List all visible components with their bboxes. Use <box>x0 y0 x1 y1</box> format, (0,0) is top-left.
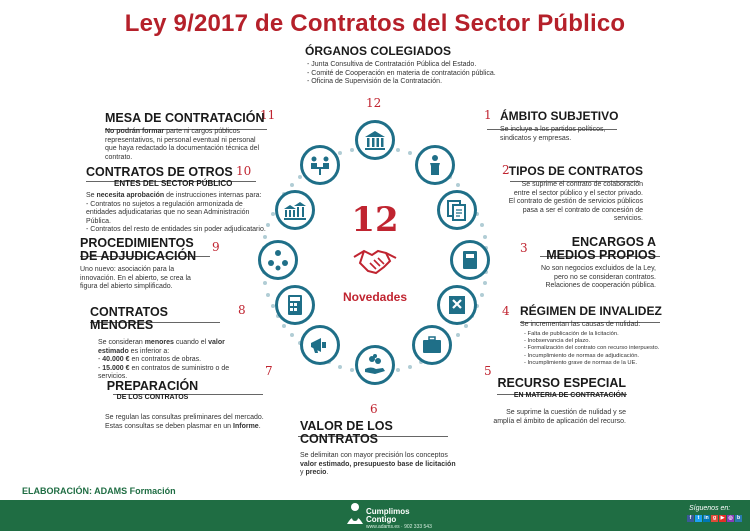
ring-dot <box>263 281 267 285</box>
section-text <box>105 414 270 431</box>
calculator-icon <box>283 293 307 317</box>
section-title: CONTRATOS DE OTROS <box>86 165 233 179</box>
bold-text: Informe <box>233 422 259 430</box>
people-network-icon <box>266 248 290 272</box>
section-organos-colegiados <box>305 45 505 87</box>
recurso-especial-circle <box>412 325 452 365</box>
ambito-subjetivo-circle <box>415 145 455 185</box>
text: en contratos de obras. <box>129 356 202 364</box>
text: . <box>326 469 329 477</box>
building-icon <box>363 128 387 152</box>
ring-dot <box>290 183 294 187</box>
list-item: - Contratos no sujetos a regulación armonizada de entidades adjudicatarias que no sean Administración Pública. <box>86 201 266 227</box>
slogan-line: Cumplimos <box>366 507 410 516</box>
text: y <box>300 469 306 477</box>
section-subtitle: ENTES DEL SECTOR PÚBLICO <box>114 179 233 188</box>
ring-dot <box>396 148 400 152</box>
section-contratos-otros-entes <box>86 166 266 235</box>
section-text <box>86 192 266 201</box>
section-subtitle: EN MATERIA DE CONTRATACIÓN <box>513 392 626 399</box>
section-text: Se incluye a los partidos políticos, sindicatos y empresas. <box>500 126 606 142</box>
list-item: - Incumplimiento grave de normas de la UE. <box>524 360 665 367</box>
section-mesa-contratacion <box>105 112 265 162</box>
section-title: ÓRGANOS COLEGIADOS <box>305 44 452 58</box>
slogan-line: Contigo <box>366 515 397 524</box>
bold-text: valor estimado <box>98 339 225 355</box>
elaboracion-credit: ELABORACIÓN: ADAMS Formación <box>22 486 176 496</box>
section-title-2: DE ADJUDICACIÓN <box>80 249 197 263</box>
bold-text: necesita aprobación <box>96 192 165 199</box>
footer-slogan <box>366 508 410 524</box>
list-item: - Formalización del contrato con recurso interpuesto. <box>524 345 665 352</box>
ring-dot <box>456 183 460 187</box>
blog-icon[interactable]: b <box>736 515 741 521</box>
section-contratos-menores <box>90 306 230 382</box>
section-number: 9 <box>212 240 220 254</box>
text: en contratos de suministro o de servicios. <box>98 364 230 381</box>
section-title: MESA DE CONTRATACIÓN <box>105 111 265 125</box>
section-number: 4 <box>502 304 510 318</box>
text: Se consideran <box>98 339 145 346</box>
ring-dot <box>350 148 354 152</box>
section-number: 8 <box>238 303 246 317</box>
handshake-icon <box>352 245 398 275</box>
section-tipos-contratos <box>508 165 643 224</box>
ring-dot <box>263 235 267 239</box>
text: . <box>258 422 261 430</box>
ring-dot <box>464 324 468 328</box>
ring-dot <box>282 324 286 328</box>
section-number: 5 <box>484 364 492 378</box>
section-title: RECURSO ESPECIAL <box>497 376 626 390</box>
ring-dot <box>480 293 484 297</box>
contratos-menores-circle <box>275 285 315 325</box>
ring-dot <box>271 212 275 216</box>
text: Se <box>86 192 97 199</box>
ring-dot <box>350 368 354 372</box>
list-item <box>98 365 230 382</box>
ring-dot <box>396 368 400 372</box>
list-item: - Falta de publicación de la licitación. <box>524 331 665 338</box>
regimen-invalidez-circle <box>437 285 477 325</box>
organos-colegiados-circle <box>355 120 395 160</box>
section-text <box>105 128 265 162</box>
text: de instrucciones internas para: <box>164 192 262 199</box>
briefcase-icon <box>420 333 444 357</box>
ring-dot <box>338 365 342 369</box>
ring-dot <box>290 333 294 337</box>
list-item: - Junta Consultiva de Contratación Pública del Estado. <box>307 61 505 70</box>
section-title: TIPOS DE CONTRATOS <box>508 164 643 178</box>
follow-us-label: Síguenos en: <box>689 505 731 512</box>
section-intro: Se incrementan las causas de nulidad: <box>520 321 641 328</box>
list-item: - Incumplimiento de normas de adjudicación. <box>524 353 665 360</box>
ring-dot <box>480 223 484 227</box>
facebook-icon[interactable]: f <box>687 515 694 522</box>
section-number: 12 <box>366 96 382 110</box>
section-title-2: MEDIOS PROPIOS <box>546 248 656 262</box>
bold-text: 15.000 € <box>102 364 130 372</box>
section-subtitle: DE LOS CONTRATOS <box>116 394 189 401</box>
section-number: 10 <box>236 164 252 178</box>
section-number: 7 <box>265 364 273 378</box>
section-ambito-subjetivo <box>500 110 630 143</box>
ring-dot <box>298 175 302 179</box>
text: Se regulan las consultas preliminares del mercado. Estas consultas se deben plasmar en un <box>105 414 264 430</box>
footer-contact: www.adams.es · 902 333 543 <box>366 524 432 530</box>
meeting-icon <box>308 153 332 177</box>
section-text: Uno nuevo: asociación para la innovación. En el abierto, se crea la figura del abierto simplificado. <box>80 266 191 291</box>
valor-contratos-circle <box>355 345 395 385</box>
book-icon <box>458 248 482 272</box>
section-number: 1 <box>484 108 492 122</box>
section-title: VALOR DE LOS CONTRATOS <box>300 419 393 446</box>
section-preparacion-contratos <box>105 380 270 431</box>
instagram-icon[interactable]: ◎ <box>728 515 733 521</box>
documents-icon <box>445 198 469 222</box>
section-text: No son negocios excluidos de la Ley, pero no se consideran contratos. Relaciones de cooperación pública. <box>540 265 656 290</box>
otros-entes-circle <box>275 190 315 230</box>
text: parte ni cargos públicos representativos, ni personal eventual ni personal que haya redactado la documentación técnica del contrato. <box>105 128 260 161</box>
ring-dot <box>408 151 412 155</box>
section-procedimientos-adjudicacion <box>80 237 210 292</box>
section-title: RÉGIMEN DE INVALIDEZ <box>520 304 662 318</box>
ring-dot <box>483 281 487 285</box>
section-number: 11 <box>260 108 276 122</box>
megaphone-icon <box>308 333 332 357</box>
twitter-icon[interactable]: t <box>695 515 702 522</box>
ring-dot <box>266 293 270 297</box>
mesa-contratacion-circle <box>300 145 340 185</box>
encargos-circle <box>450 240 490 280</box>
section-number: 2 <box>502 163 510 177</box>
section-title: CONTRATOS MENORES <box>90 305 169 332</box>
ring-dot <box>456 333 460 337</box>
bold-text: No podrán formar <box>105 128 165 135</box>
page-title: Ley 9/2017 de Contratos del Sector Público <box>124 10 626 37</box>
text: cuando el <box>173 339 209 346</box>
section-number: 6 <box>370 402 378 416</box>
section-recurso-especial <box>490 377 626 426</box>
preparacion-circle <box>300 325 340 365</box>
section-title: PROCEDIMIENTOS <box>80 236 194 250</box>
list-item: - Oficina de Supervisión de la Contratación. <box>307 78 505 87</box>
tipos-contratos-circle <box>437 190 477 230</box>
list-item: - Inobservancia del plazo. <box>524 338 665 345</box>
youtube-icon[interactable]: ▶ <box>720 515 725 521</box>
section-title: PREPARACIÓN <box>106 379 199 393</box>
section-text: Se suprime la cuestión de nulidad y se amplía el ámbito de aplicación del recurso. <box>493 409 626 425</box>
procedimientos-circle <box>258 240 298 280</box>
center-number: 12 <box>351 200 399 240</box>
section-title: ÁMBITO SUBJETIVO <box>500 109 619 123</box>
coins-hand-icon <box>363 353 387 377</box>
adams-logo-icon <box>346 502 364 526</box>
googleplus-icon[interactable]: g <box>712 515 717 521</box>
section-encargos-medios-propios <box>538 236 656 291</box>
section-valor-contratos <box>300 420 460 478</box>
bold-text: valor estimado, presupuesto base de licitación <box>300 460 456 468</box>
section-regimen-invalidez <box>520 305 665 368</box>
ring-dot <box>266 223 270 227</box>
section-title: ENCARGOS A <box>571 235 656 249</box>
ring-dot <box>483 235 487 239</box>
section-text <box>300 452 460 478</box>
center-label: Novedades <box>342 290 408 304</box>
ring-dot <box>338 151 342 155</box>
speaker-podium-icon <box>423 153 447 177</box>
bold-text: menores <box>144 339 174 346</box>
linkedin-icon[interactable]: in <box>704 515 709 521</box>
text: Se delimitan con mayor precisión los conceptos <box>300 452 448 459</box>
bold-text: precio <box>305 469 327 477</box>
section-text <box>98 339 230 356</box>
stamp-icon <box>445 293 469 317</box>
list-item <box>98 356 230 365</box>
ring-dot <box>408 365 412 369</box>
section-number: 3 <box>520 241 528 255</box>
text: es inferior a: <box>128 347 170 355</box>
list-item: - Contratos del resto de entidades sin poder adjudicatario. <box>86 226 266 235</box>
buildings-icon <box>283 198 307 222</box>
bold-text: 40.000 € <box>102 356 130 364</box>
section-text: Se suprime el contrato de colaboración entre el sector público y el sector privado. El contrato de gestión de servicios públicos pasa a ser el contrato de concesión de servicios. <box>508 181 643 223</box>
list-item: - Comité de Cooperación en materia de contratación pública. <box>307 70 505 79</box>
